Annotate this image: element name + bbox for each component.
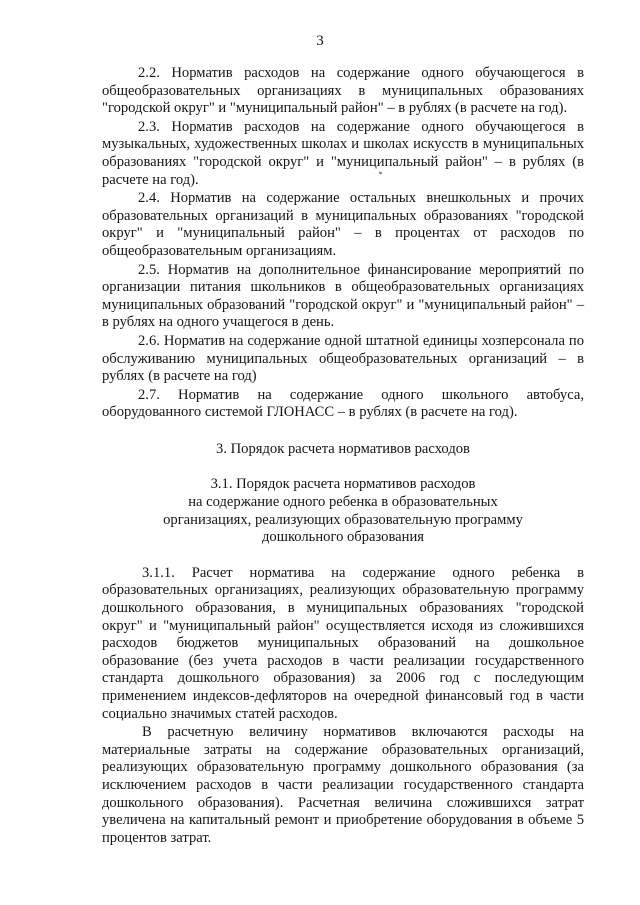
item-2-3: 2.3. Норматив расходов на содержание одного обучающегося в музыкальных, художественных школах и школах искусств в муниципальных образованиях "городской округ" и "муниципальный район" – в рублях (в расчете на год). [102, 118, 584, 188]
section-3-1-heading-line: дошкольного образования [261, 529, 424, 546]
item-3-1-1: 3.1.1. Расчет норматива на содержание одного ребенка в образовательных организациях, реализующих образовательную программу дошкольного образования, в муниципальных образованиях "городской округ" и "муниципальный район" осуществляется исходя из сложившихся расходов бюджетов муниципальных образований на дошкольное образование (без учета расходов в части реализации государственного стандарта дошкольного образования) за 2006 год с последующим применением индексов-дефляторов на очередной финансовый год в части социально значимых статей расходов. [102, 564, 584, 722]
section-3-1-heading-line: 3.1. Порядок расчета нормативов расходов [210, 476, 476, 493]
section-3-1-heading [102, 476, 584, 546]
document-body [102, 65, 584, 847]
section-3-heading: 3. Порядок расчета нормативов расходов [216, 440, 470, 457]
item-2-7: 2.7. Норматив на содержание одного школьного автобуса, оборудованного системой ГЛОНАСС – в рублях (в расчете на год). [102, 386, 584, 421]
item-2-6: 2.6. Норматив на содержание одной штатной единицы хозперсонала по обслуживанию муниципальных общеобразовательных организаций – в рублях (в расчете на год) [102, 332, 584, 385]
section-3-1-heading-line: на содержание одного ребенка в образовательных [188, 494, 498, 511]
page-number: 3 [316, 33, 324, 49]
item-2-5: 2.5. Норматив на дополнительное финансирование мероприятий по организации питания школьников в общеобразовательных организациях муниципальных образований "городской округ" и "муниципальный район" – в рублях на одного учащегося в день. [102, 261, 584, 331]
calculation-paragraph: В расчетную величину нормативов включаются расходы на материальные затраты на содержание образовательных организаций, реализующих образовательную программу дошкольного образования (за исключением расходов в части реализации государственного стандарта дошкольного образования). Расчетная величина сложившихся затрат увеличена на капитальный ремонт и приобретение оборудования в объеме 5 процентов затрат. [102, 724, 584, 846]
section-3-1-heading-line: организациях, реализующих образовательную программу [163, 511, 523, 528]
item-2-4: 2.4. Норматив на содержание остальных внешкольных и прочих образовательных организаций в муниципальных образованиях "городской округ" и "муниципальный район" – в процентах от расходов по общеобразовательным организациям. [102, 190, 584, 259]
item-2-2: 2.2. Норматив расходов на содержание одного обучающегося в общеобразовательных организациях в муниципальных образованиях "городской округ" и "муниципальный район" – в рублях (в расчете на год). [102, 65, 584, 117]
